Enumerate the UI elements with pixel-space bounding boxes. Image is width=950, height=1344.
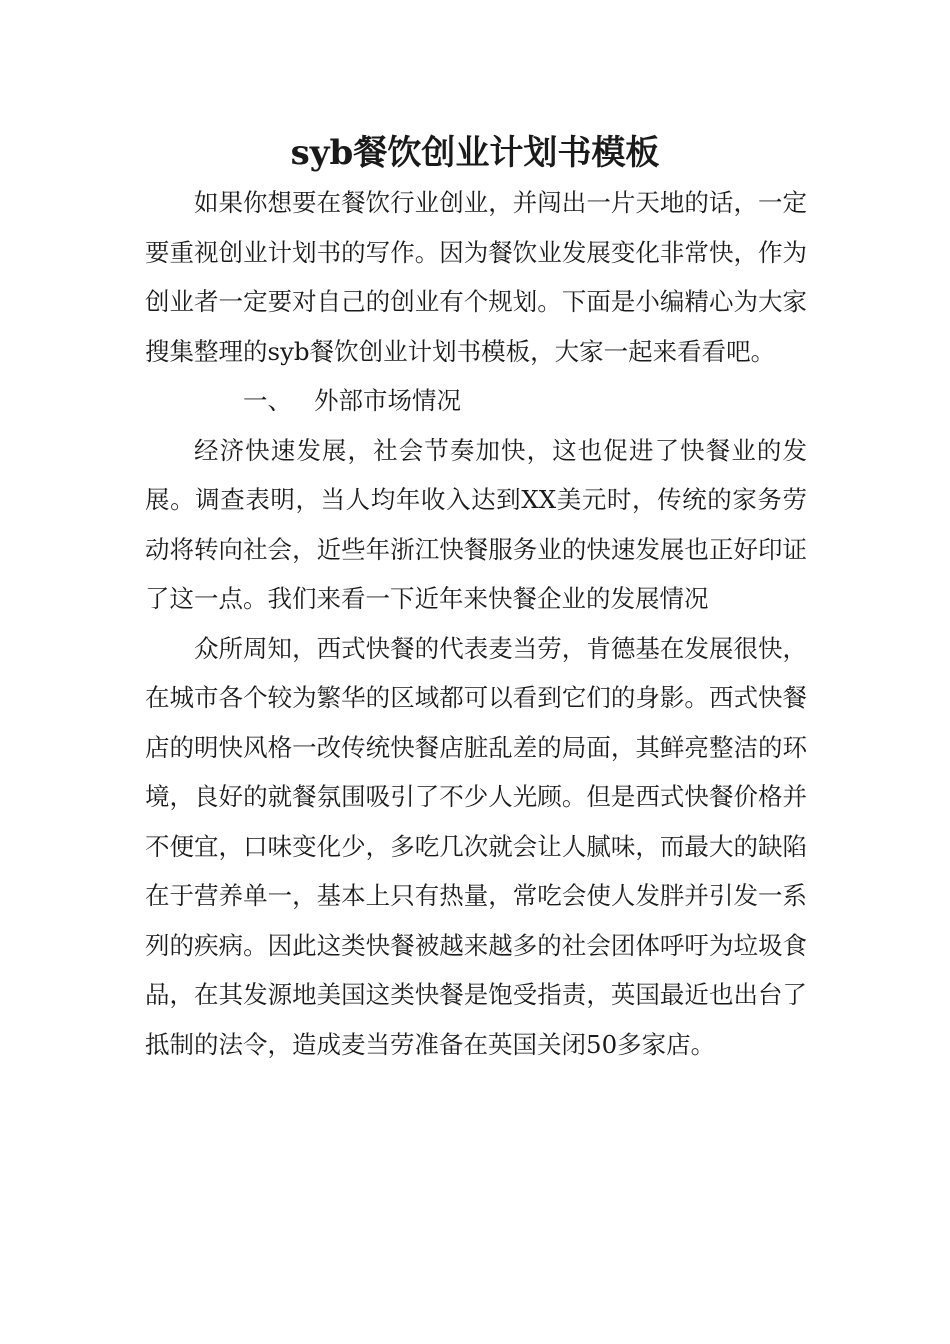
section-heading — [145, 376, 807, 426]
document-title: syb餐饮创业计划书模板 — [290, 133, 660, 173]
body-paragraph: 众所周知，西式快餐的代表麦当劳，肯德基在发展很快，在城市各个较为繁华的区域都可以看到它们的身影。西式快餐店的明快风格一改传统快餐店脏乱差的局面，其鲜亮整洁的环境，良好的就餐氛围吸引了不少人光顾。但是西式快餐价格并不便宜，口味变化少，多吃几次就会让人腻味，而最大的缺陷在于营养单一，基本上只有热量，常吃会使人发胖并引发一系列的疾病。因此这类快餐被越来越多的社会团体呼吁为垃圾食品，在其发源地美国这类快餐是饱受指责，英国最近也出台了抵制的法令，造成麦当劳准备在英国关闭50多家店。 — [145, 633, 807, 1059]
body-paragraph: 经济快速发展，社会节奏加快，这也促进了快餐业的发展。调查表明，当人均年收入达到XX美元时，传统的家务劳动将转向社会，近些年浙江快餐服务业的快速发展也正好印证了这一点。我们来看一下近年来快餐企业的发展情况 — [145, 435, 807, 613]
section-heading-text: 外部市场情况 — [314, 386, 461, 415]
document-body — [145, 178, 807, 1069]
intro-paragraph: 如果你想要在餐饮行业创业，并闯出一片天地的话，一定要重视创业计划书的写作。因为餐饮业发展变化非常快，作为创业者一定要对自己的创业有个规划。下面是小编精心为大家搜集整理的syb餐饮创业计划书模板，大家一起来看看吧。 — [145, 188, 807, 366]
section-number: 一、 — [243, 386, 292, 415]
